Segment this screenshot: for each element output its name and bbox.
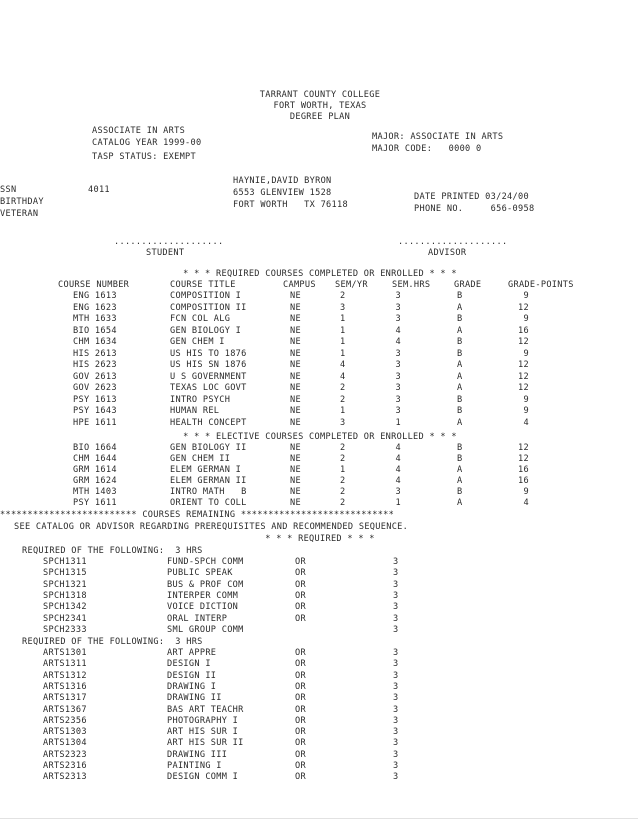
course-sem-hrs: 1 <box>395 417 401 428</box>
course-sem-yr: 4 <box>340 371 346 382</box>
course-sem-hrs: 3 <box>395 314 401 324</box>
course-grade-points: 4 <box>523 417 529 428</box>
course-sem-yr: 2 <box>340 476 346 486</box>
course-grade: B <box>457 454 463 464</box>
course-grade: A <box>457 476 463 486</box>
course-number: CHM 1644 <box>73 454 117 464</box>
course-grade-points: 9 <box>523 314 529 324</box>
page-bottom-edge <box>0 818 638 819</box>
course-sem-yr: 4 <box>340 360 346 370</box>
course-number: ARTS2323 <box>43 749 87 760</box>
course-number: GRM 1624 <box>73 476 117 486</box>
course-grade-points: 16 <box>518 476 529 486</box>
course-sem-hrs: 3 <box>395 291 401 301</box>
col-sem-yr: SEM/YR <box>335 280 368 290</box>
course-number: ENG 1613 <box>73 291 117 301</box>
course-campus: OR <box>295 613 306 624</box>
course-campus: OR <box>295 772 306 783</box>
course-title: GEN BIOLOGY II <box>170 443 247 453</box>
course-grade: B <box>457 348 463 359</box>
col-sem-hrs: SEM.HRS <box>392 280 431 290</box>
course-campus: NE <box>290 465 301 475</box>
course-number: GOV 2613 <box>73 371 117 382</box>
course-grade: B <box>457 487 463 497</box>
course-number: PSY 1643 <box>73 406 117 416</box>
course-number: MTH 1633 <box>73 314 117 324</box>
course-grade: A <box>457 498 463 508</box>
required-completed-heading: * * * REQUIRED COURSES COMPLETED OR ENROLLED * * * <box>183 269 457 279</box>
course-campus: OR <box>295 670 306 681</box>
course-sem-hrs: 3 <box>395 302 401 313</box>
course-title: PAINTING I <box>167 761 222 771</box>
course-grade-points: 9 <box>523 487 529 497</box>
major: MAJOR: ASSOCIATE IN ARTS <box>372 132 504 142</box>
course-campus: NE <box>290 487 301 497</box>
course-number: SPCH1311 <box>43 557 87 567</box>
course-campus: NE <box>290 325 301 336</box>
course-sem-hrs: 3 <box>393 738 399 749</box>
course-sem-yr: 2 <box>340 291 346 301</box>
course-campus: NE <box>290 417 301 428</box>
course-number: CHM 1634 <box>73 337 117 347</box>
course-title: ELEM GERMAN II <box>170 476 247 486</box>
course-title: ART HIS SUR I <box>167 727 239 738</box>
course-sem-yr: 1 <box>340 325 346 336</box>
birthday-label: BIRTHDAY <box>0 197 44 207</box>
course-number: ARTS1311 <box>43 659 87 670</box>
course-grade-points: 12 <box>518 371 529 382</box>
course-campus: NE <box>290 443 301 453</box>
course-sem-hrs: 3 <box>393 693 399 704</box>
student-signature-label: STUDENT <box>146 248 185 258</box>
advisor-signature-line: .................... <box>398 237 508 247</box>
course-sem-hrs: 3 <box>393 590 399 601</box>
course-campus: NE <box>290 348 301 359</box>
student-name: HAYNIE,DAVID BYRON <box>233 176 332 186</box>
course-title: SML GROUP COMM <box>167 624 244 635</box>
course-title: FUND-SPCH COMM <box>167 557 244 567</box>
course-number: BIO 1654 <box>73 325 117 336</box>
course-number: ARTS1303 <box>43 727 87 738</box>
course-grade: A <box>457 371 463 382</box>
course-campus: NE <box>290 476 301 486</box>
course-sem-hrs: 3 <box>393 568 399 579</box>
course-grade-points: 4 <box>523 498 529 508</box>
required-group-2-heading: REQUIRED OF THE FOLLOWING: 3 HRS <box>22 637 203 647</box>
course-sem-hrs: 3 <box>393 579 399 590</box>
course-title: DESIGN II <box>167 670 217 681</box>
course-sem-hrs: 3 <box>395 348 401 359</box>
course-campus: OR <box>295 749 306 760</box>
course-number: GRM 1614 <box>73 465 117 475</box>
degree-label: ASSOCIATE IN ARTS <box>92 126 186 136</box>
course-campus: OR <box>295 681 306 692</box>
course-campus: OR <box>295 648 306 658</box>
course-number: SPCH1321 <box>43 579 87 590</box>
course-campus: NE <box>290 371 301 382</box>
course-campus: NE <box>290 498 301 508</box>
course-number: ARTS1312 <box>43 670 87 681</box>
course-grade-points: 9 <box>523 406 529 416</box>
course-title: ART APPRE <box>167 648 217 658</box>
course-campus: NE <box>290 383 301 393</box>
course-sem-hrs: 3 <box>393 704 399 715</box>
course-campus: NE <box>290 394 301 405</box>
courses-remaining-heading: ************************* COURSES REMAINING **************************** <box>0 510 395 520</box>
course-campus: NE <box>290 302 301 313</box>
course-sem-hrs: 3 <box>393 557 399 567</box>
course-title: HEALTH CONCEPT <box>170 417 247 428</box>
course-number: ARTS1316 <box>43 681 87 692</box>
course-number: ARTS1367 <box>43 704 87 715</box>
course-campus: OR <box>295 704 306 715</box>
ssn-value: 4011 <box>88 185 110 195</box>
course-sem-hrs: 3 <box>395 371 401 382</box>
course-campus: OR <box>295 557 306 567</box>
course-sem-hrs: 4 <box>395 443 401 453</box>
college-name: TARRANT COUNTY COLLEGE <box>259 90 381 100</box>
course-grade-points: 9 <box>523 291 529 301</box>
course-number: ENG 1623 <box>73 302 117 313</box>
course-number: SPCH2341 <box>43 613 87 624</box>
course-sem-yr: 2 <box>340 443 346 453</box>
course-sem-hrs: 3 <box>393 761 399 771</box>
course-title: COMPOSITION I <box>170 291 242 301</box>
course-number: HPE 1611 <box>73 417 117 428</box>
course-title: PHOTOGRAPHY I <box>167 715 239 726</box>
course-grade: B <box>457 314 463 324</box>
course-number: PSY 1613 <box>73 394 117 405</box>
course-grade: B <box>457 394 463 405</box>
date-printed: DATE PRINTED 03/24/00 <box>414 192 529 202</box>
course-campus: NE <box>290 337 301 347</box>
course-sem-hrs: 3 <box>393 727 399 738</box>
course-number: ARTS1317 <box>43 693 87 704</box>
course-grade-points: 12 <box>518 337 529 347</box>
course-number: SPCH1315 <box>43 568 87 579</box>
student-signature-line: .................... <box>114 237 224 247</box>
course-title: ORIENT TO COLL <box>170 498 247 508</box>
course-sem-hrs: 4 <box>395 325 401 336</box>
tasp-status: TASP STATUS: EXEMPT <box>92 152 197 162</box>
course-sem-yr: 2 <box>340 498 346 508</box>
course-number: BIO 1664 <box>73 443 117 453</box>
course-title: ART HIS SUR II <box>167 738 244 749</box>
col-course-title: COURSE TITLE <box>170 280 236 290</box>
course-title: FCN COL ALG <box>170 314 231 324</box>
course-campus: OR <box>295 693 306 704</box>
course-title: GEN CHEM II <box>170 454 231 464</box>
course-title: HUMAN REL <box>170 406 220 416</box>
course-grade: B <box>457 291 463 301</box>
course-campus: OR <box>295 761 306 771</box>
course-sem-hrs: 3 <box>395 360 401 370</box>
course-sem-hrs: 3 <box>395 406 401 416</box>
required-heading: * * * REQUIRED * * * <box>265 534 375 544</box>
course-title: PUBLIC SPEAK <box>167 568 233 579</box>
course-title: DESIGN I <box>167 659 211 670</box>
course-sem-hrs: 3 <box>393 602 399 613</box>
course-sem-hrs: 3 <box>395 394 401 405</box>
course-grade: A <box>457 360 463 370</box>
document-type: DEGREE PLAN <box>289 112 351 122</box>
course-number: SPCH1318 <box>43 590 87 601</box>
course-grade: A <box>457 417 463 428</box>
course-sem-yr: 1 <box>340 348 346 359</box>
course-sem-yr: 2 <box>340 394 346 405</box>
course-sem-yr: 2 <box>340 487 346 497</box>
course-number: ARTS2316 <box>43 761 87 771</box>
course-number: PSY 1611 <box>73 498 117 508</box>
course-title: BUS & PROF COM <box>167 579 244 590</box>
course-title: TEXAS LOC GOVT <box>170 383 247 393</box>
course-title: GEN BIOLOGY I <box>170 325 242 336</box>
course-grade-points: 12 <box>518 454 529 464</box>
course-campus: NE <box>290 291 301 301</box>
course-grade-points: 12 <box>518 360 529 370</box>
course-grade-points: 12 <box>518 383 529 393</box>
course-grade-points: 12 <box>518 302 529 313</box>
course-campus: NE <box>290 360 301 370</box>
course-grade: B <box>457 443 463 453</box>
course-number: SPCH1342 <box>43 602 87 613</box>
college-city: FORT WORTH, TEXAS <box>273 101 367 111</box>
course-title: DRAWING II <box>167 693 222 704</box>
course-campus: OR <box>295 568 306 579</box>
course-sem-yr: 1 <box>340 337 346 347</box>
student-city: FORT WORTH TX 76118 <box>233 200 348 210</box>
course-title: U S GOVERNMENT <box>170 371 247 382</box>
course-sem-yr: 2 <box>340 383 346 393</box>
course-grade: A <box>457 302 463 313</box>
course-number: SPCH2333 <box>43 624 87 635</box>
course-sem-hrs: 4 <box>395 337 401 347</box>
course-grade: A <box>457 465 463 475</box>
course-sem-hrs: 4 <box>395 465 401 475</box>
course-number: ARTS1304 <box>43 738 87 749</box>
course-sem-hrs: 3 <box>395 487 401 497</box>
course-campus: OR <box>295 579 306 590</box>
course-sem-yr: 1 <box>340 465 346 475</box>
course-sem-hrs: 3 <box>393 613 399 624</box>
course-campus: OR <box>295 715 306 726</box>
course-number: ARTS1301 <box>43 648 87 658</box>
student-street: 6553 GLENVIEW 1528 <box>233 188 332 198</box>
course-grade: B <box>457 337 463 347</box>
course-grade-points: 16 <box>518 325 529 336</box>
see-catalog-note: SEE CATALOG OR ADVISOR REGARDING PREREQUISITES AND RECOMMENDED SEQUENCE. <box>14 522 409 532</box>
course-title: GEN CHEM I <box>170 337 225 347</box>
course-sem-hrs: 3 <box>393 749 399 760</box>
course-number: ARTS2313 <box>43 772 87 783</box>
course-title: DRAWING III <box>167 749 228 760</box>
course-grade: B <box>457 406 463 416</box>
course-grade-points: 16 <box>518 465 529 475</box>
course-title: ELEM GERMAN I <box>170 465 242 475</box>
course-number: GOV 2623 <box>73 383 117 393</box>
course-campus: OR <box>295 738 306 749</box>
course-title: BAS ART TEACHR <box>167 704 244 715</box>
course-title: ORAL INTERP <box>167 613 228 624</box>
course-sem-yr: 2 <box>340 454 346 464</box>
course-sem-yr: 1 <box>340 406 346 416</box>
course-number: HIS 2623 <box>73 360 117 370</box>
course-campus: NE <box>290 314 301 324</box>
course-sem-hrs: 3 <box>393 670 399 681</box>
course-title: INTERPER COMM <box>167 590 239 601</box>
course-sem-hrs: 4 <box>395 454 401 464</box>
advisor-signature-label: ADVISOR <box>428 248 467 258</box>
course-sem-hrs: 3 <box>393 624 399 635</box>
course-sem-hrs: 3 <box>393 659 399 670</box>
course-grade-points: 12 <box>518 443 529 453</box>
course-grade: A <box>457 383 463 393</box>
course-campus: NE <box>290 454 301 464</box>
course-sem-hrs: 3 <box>393 772 399 783</box>
elective-completed-heading: * * * ELECTIVE COURSES COMPLETED OR ENROLLED * * * <box>183 432 457 442</box>
course-title: US HIS TO 1876 <box>170 348 247 359</box>
course-campus: OR <box>295 602 306 613</box>
phone-number: PHONE NO. 656-0958 <box>414 204 535 214</box>
course-title: DRAWING I <box>167 681 217 692</box>
course-sem-hrs: 3 <box>395 383 401 393</box>
course-sem-yr: 3 <box>340 302 346 313</box>
course-title: INTRO PSYCH <box>170 394 231 405</box>
col-campus: CAMPUS <box>283 280 316 290</box>
ssn-label: SSN <box>0 185 17 195</box>
col-grade-points: GRADE-POINTS <box>508 280 574 290</box>
course-grade-points: 9 <box>523 394 529 405</box>
course-sem-hrs: 4 <box>395 476 401 486</box>
course-title: DESIGN COMM I <box>167 772 239 783</box>
course-campus: OR <box>295 590 306 601</box>
col-course-number: COURSE NUMBER <box>58 280 130 290</box>
major-code: MAJOR CODE: 0000 0 <box>372 144 482 154</box>
course-sem-hrs: 3 <box>393 648 399 658</box>
course-title: COMPOSITION II <box>170 302 247 313</box>
course-title: VOICE DICTION <box>167 602 239 613</box>
course-sem-hrs: 1 <box>395 498 401 508</box>
course-sem-hrs: 3 <box>393 681 399 692</box>
course-title: US HIS SN 1876 <box>170 360 247 370</box>
course-campus: OR <box>295 727 306 738</box>
col-grade: GRADE <box>454 280 482 290</box>
course-grade: A <box>457 325 463 336</box>
course-campus: NE <box>290 406 301 416</box>
course-sem-yr: 1 <box>340 314 346 324</box>
catalog-year: CATALOG YEAR 1999-00 <box>92 138 202 148</box>
course-number: ARTS2356 <box>43 715 87 726</box>
course-sem-hrs: 3 <box>393 715 399 726</box>
course-grade-points: 9 <box>523 348 529 359</box>
course-sem-yr: 3 <box>340 417 346 428</box>
course-number: HIS 2613 <box>73 348 117 359</box>
veteran-label: VETERAN <box>0 209 39 219</box>
required-group-1-heading: REQUIRED OF THE FOLLOWING: 3 HRS <box>22 546 203 556</box>
course-title: INTRO MATH B <box>170 487 247 497</box>
course-number: MTH 1403 <box>73 487 117 497</box>
course-campus: OR <box>295 659 306 670</box>
